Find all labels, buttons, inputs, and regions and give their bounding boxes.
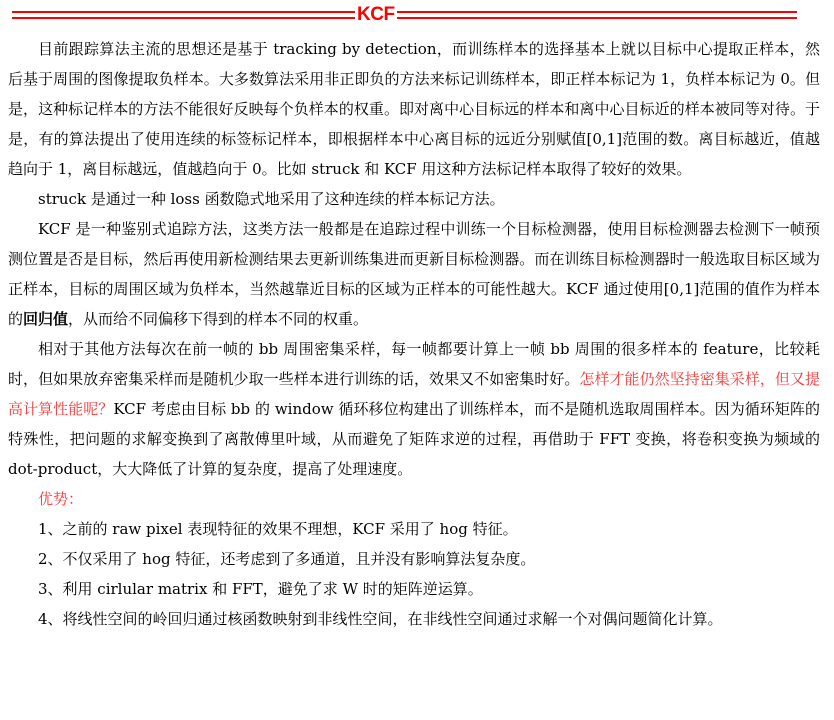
advantage-item-2: 2、不仅采用了 hog 特征，还考虑到了多通道，且并没有影响算法复杂度。 xyxy=(38,550,536,568)
regression-value-term: 回归值 xyxy=(23,310,69,328)
advantage-item-4: 4、将线性空间的岭回归通过核函数映射到非线性空间，在非线性空间通过求解一个对偶问题简化计算。 xyxy=(38,610,723,628)
title-rule-right xyxy=(397,11,797,19)
section-title-line xyxy=(8,4,820,26)
paragraph-dense-sampling-text-b: KCF 考虑由目标 bb 的 window 循环移位构建出了训练样本，而不是随机选取周围样本。因为循环矩阵的特殊性，把问题的求解变换到了离散傅里叶域，从而避免了矩阵求逆的过程，再借助于 FFT 变换，将卷积变换为频域的 dot-product，大大降低了计算的复杂度，提高了处理速度。 xyxy=(8,400,820,478)
highlighted-question: 怎样才能仍然坚持密集采样，但又提高计算性能呢？ xyxy=(8,370,820,418)
advantage-item-1: 1、之前的 raw pixel 表现特征的效果不理想，KCF 采用了 hog 特征。 xyxy=(38,520,518,538)
paragraph-intro: 目前跟踪算法主流的思想还是基于 tracking by detection，而训练样本的选择基本上就以目标中心提取正样本，然后基于周围的图像提取负样本。大多数算法采用非正即负的方法来标记训练样本，即正样本标记为 1，负样本标记为 0。但是，这种标记样本的方法不能很好反映每个负样本的权重。即对离中心目标远的样本和离中心目标近的样本被同等对待。于是，有的算法提出了使用连续的标签标记样本，即根据样本中心离目标的远近分别赋值[0,1]范围的数。离目标越近，值越趋向于 1，离目标越远，值越趋向于 0。比如 struck 和 KCF 用这种方法标记样本取得了较好的效果。 xyxy=(8,40,820,178)
paragraph-kcf-method-text-a: KCF 是一种鉴别式追踪方法，这类方法一般都是在追踪过程中训练一个目标检测器，使用目标检测器去检测下一帧预测位置是否是目标，然后再使用新检测结果去更新训练集进而更新目标检测器。而在训练目标检测器时一般选取目标区域为正样本，目标的周围区域为负样本，当然越靠近目标的区域为正样本的可能性越大。KCF 通过使用[0,1]范围的值作为样本的 xyxy=(8,220,820,328)
paragraph-kcf-method-text-b: ，从而给不同偏移下得到的样本不同的权重。 xyxy=(68,310,369,328)
paragraph-struck: struck 是通过一种 loss 函数隐式地采用了这种连续的样本标记方法。 xyxy=(38,190,505,208)
paragraph-dense-sampling xyxy=(8,334,820,484)
title-rule-left xyxy=(12,11,355,19)
paragraph-dense-sampling-text-a: 相对于其他方法每次在前一帧的 bb 周围密集采样，每一帧都要计算上一帧 bb 周围的很多样本的 feature，比较耗时，但如果放弃密集采样而是随机少取一些样本进行训练的话，效果又不如密集时好。 xyxy=(8,340,820,388)
section-title: KCF xyxy=(357,4,395,25)
advantages-heading: 优势： xyxy=(38,490,84,508)
paragraph-kcf-method xyxy=(8,214,820,334)
advantage-item-3: 3、利用 cirlular matrix 和 FFT，避免了求 W 时的矩阵逆运算。 xyxy=(38,580,483,598)
